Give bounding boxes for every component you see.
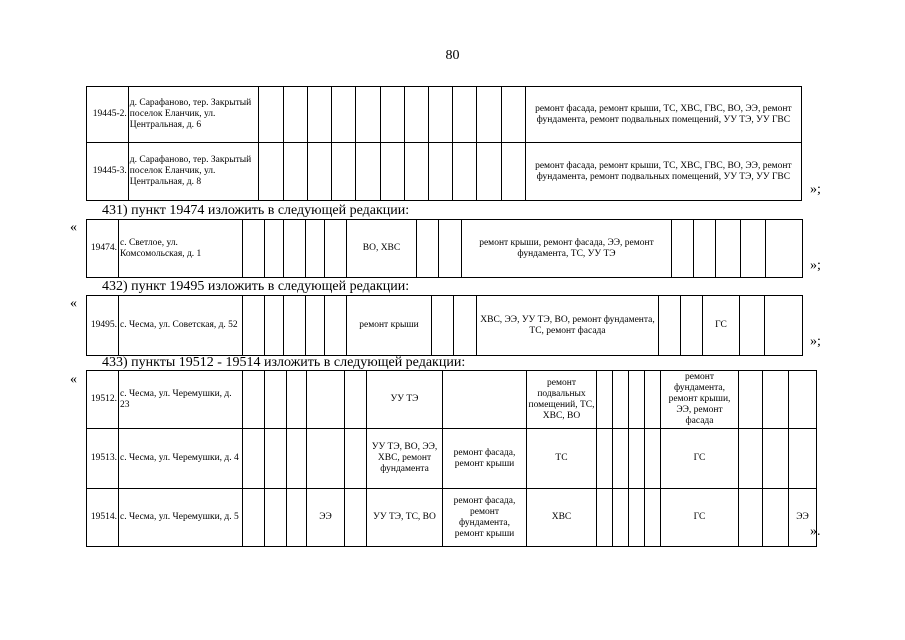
item-number: 19514.	[87, 489, 119, 547]
table-19474	[86, 219, 803, 278]
table-row	[87, 143, 802, 201]
address-cell: д. Сарафаново, тер. Закрытый поселок Еланчик, ул. Центральная, д. 8	[128, 143, 258, 201]
address-cell: с. Чесма, ул. Советская, д. 52	[119, 296, 243, 356]
works-cell: ГС	[661, 429, 739, 489]
works-cell	[789, 429, 817, 489]
works-cell: ЭЭ	[307, 489, 345, 547]
works-cell: ГС	[703, 296, 740, 356]
closing-quote: »;	[810, 182, 821, 197]
item-number: 19445-3.	[87, 143, 129, 201]
works-cell: ремонт крыши	[347, 296, 432, 356]
page-number: 80	[445, 48, 460, 63]
works-cell: ремонт фасада, ремонт фундамента, ремонт крыши	[443, 489, 527, 547]
opening-quote: «	[70, 372, 77, 387]
works-cell	[307, 429, 345, 489]
table-row	[87, 489, 817, 547]
closing-quote: »;	[810, 258, 821, 273]
opening-quote: «	[70, 220, 77, 235]
address-cell: с. Чесма, ул. Черемушки, д. 23	[119, 371, 243, 429]
address-cell: д. Сарафаново, тер. Закрытый поселок Еланчик, ул. Центральная, д. 6	[128, 87, 258, 143]
works-cell	[789, 371, 817, 429]
section-heading-431: 431) пункт 19474 изложить в следующей редакции:	[102, 203, 410, 218]
works-cell: УУ ТЭ, ВО, ЭЭ, ХВС, ремонт фундамента	[367, 429, 443, 489]
works-cell: ГС	[661, 489, 739, 547]
table-row	[87, 296, 803, 356]
works-cell: УУ ТЭ, ТС, ВО	[367, 489, 443, 547]
address-cell: с. Чесма, ул. Черемушки, д. 5	[119, 489, 243, 547]
opening-quote: «	[70, 296, 77, 311]
section-heading-433: 433) пункты 19512 - 19514 изложить в следующей редакции:	[102, 355, 466, 370]
works-cell: ХВС	[527, 489, 597, 547]
works-cell	[307, 371, 345, 429]
item-number: 19513.	[87, 429, 119, 489]
works-cell: ремонт фасада, ремонт крыши	[443, 429, 527, 489]
works-cell: ЭЭ	[789, 489, 817, 547]
table-row	[87, 429, 817, 489]
works-cell: ремонт фасада, ремонт крыши, ТС, ХВС, ГВС, ВО, ЭЭ, ремонт фундамента, ремонт подвальных помещений, УУ ТЭ, УУ ГВС	[525, 87, 801, 143]
works-cell: ремонт фасада, ремонт крыши, ТС, ХВС, ГВС, ВО, ЭЭ, ремонт фундамента, ремонт подвальных помещений, УУ ТЭ, УУ ГВС	[525, 143, 801, 201]
table-row	[87, 87, 802, 143]
item-number: 19495.	[87, 296, 119, 356]
item-number: 19512.	[87, 371, 119, 429]
works-cell	[443, 371, 527, 429]
section-heading-432: 432) пункт 19495 изложить в следующей редакции:	[102, 279, 410, 294]
table-19445	[86, 86, 802, 201]
works-cell: ХВС, ЭЭ, УУ ТЭ, ВО, ремонт фундамента, ТС, ремонт фасада	[477, 296, 659, 356]
item-number: 19445-2.	[87, 87, 129, 143]
works-cell: ТС	[527, 429, 597, 489]
table-row	[87, 220, 803, 278]
works-cell: ВО, ХВС	[347, 220, 417, 278]
closing-quote: »;	[810, 334, 821, 349]
table-row	[87, 371, 817, 429]
table-19512-19514	[86, 370, 817, 547]
item-number: 19474.	[87, 220, 119, 278]
works-cell: ремонт подвальных помещений, ТС, ХВС, ВО	[527, 371, 597, 429]
address-cell: с. Светлое, ул. Комсомольская, д. 1	[119, 220, 243, 278]
works-cell: ремонт крыши, ремонт фасада, ЭЭ, ремонт фундамента, ТС, УУ ТЭ	[462, 220, 672, 278]
closing-quote: ».	[810, 524, 821, 539]
works-cell: ремонт фундамента, ремонт крыши, ЭЭ, ремонт фасада	[661, 371, 739, 429]
address-cell: с. Чесма, ул. Черемушки, д. 4	[119, 429, 243, 489]
works-cell: УУ ТЭ	[367, 371, 443, 429]
table-19495	[86, 295, 803, 356]
